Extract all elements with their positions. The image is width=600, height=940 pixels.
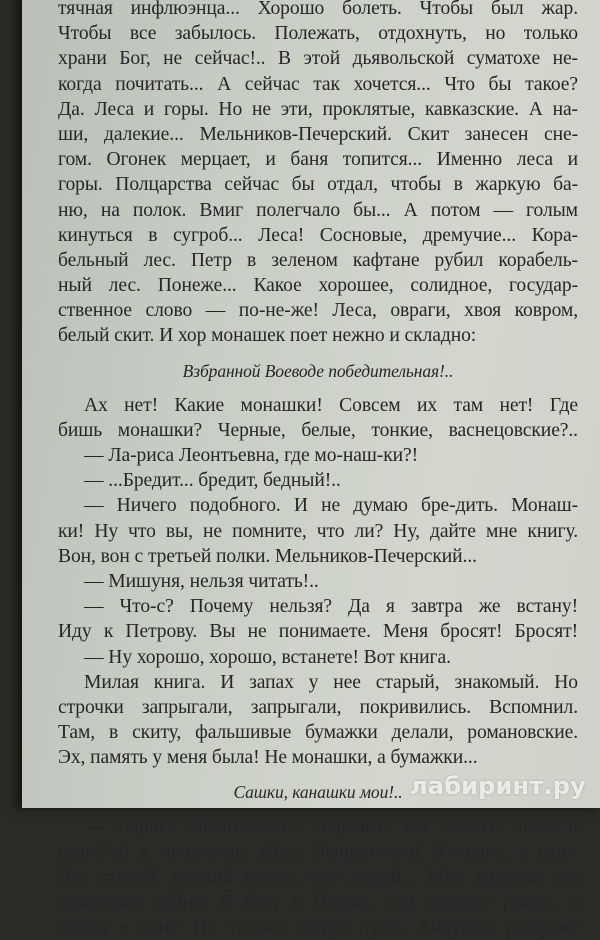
text-line: тячная инфлюэнца... Хорошо болеть. Чтобы был жар.	[58, 0, 578, 19]
poem-line-2: Сашки, канашки мои!..	[233, 782, 403, 803]
text-line: — Что-с? Почему нельзя? Да я завтра же встану!	[84, 596, 578, 618]
text-line: Эх, память у меня была! Не монашки, а бумажки...	[58, 747, 478, 769]
book-page	[22, 0, 600, 939]
text-line: бишь монашки? Черные, белые, тонкие, васнецовские?..	[58, 419, 578, 441]
text-line: ши, далекие... Мельников-Печерский. Скит занесен сне-	[58, 123, 578, 145]
text-line: — Лариса Леонтьевна... Ларочка! Вы любите леса и	[84, 816, 578, 838]
text-line: — Ла-риса Леонтьевна, где мо-наш-ки?!	[84, 445, 419, 466]
watermark-logo: лабиринт.ру	[410, 772, 586, 800]
text-line: строчки запрыгали, запрыгали, покривились. Вспомнил.	[58, 696, 578, 718]
text-line: потом в скит. Но только завтра пусть Аннушка разбудит	[58, 917, 578, 939]
paragraph-block-2	[58, 393, 578, 771]
text-line: горы? Я в монастырь уйду. Непременно! В глушь, в скит.	[58, 841, 578, 863]
text-line: Лес стеной, птичий гомон, нет людей... Мне надоела эта	[58, 866, 578, 888]
text-line: белый скит. И хор монашек поет нежно и складно:	[58, 325, 477, 347]
text-line: Иду к Петрову. Вы не понимаете. Меня бросят! Бросят!	[58, 621, 578, 643]
text-line: — Ну хорошо, хорошо, встанете! Вот книга.	[84, 646, 451, 668]
text-line: когда почитать... А сейчас так хочется... Что бы такое?	[58, 73, 578, 95]
text-line: Милая книга. И запах у нее старый, знакомый. Но	[84, 671, 578, 693]
text-line: — ...Бредит... бредит, бедный!..	[84, 470, 341, 492]
text-line: кинуться в сугроб... Леса! Сосновые, дремучие... Кора-	[58, 224, 578, 246]
text-line: ню, на полок. Вмиг полегчало бы... А потом — голым	[58, 199, 578, 221]
poem-line-1: Взбранной Воеводе победительная!..	[182, 360, 454, 381]
text-line: ки! Ну что вы, не помните, что ли? Ну, дайте мне книгу.	[58, 520, 578, 542]
text-line: Вон, вон с третьей полки. Мельников-Печерский...	[58, 545, 477, 567]
text-line: — Ничего подобного. И не думаю бре-дить. Монаш-	[84, 495, 578, 517]
text-line: гом. Огонек мерцает, и баня топится... Именно леса и	[58, 149, 578, 171]
text-line: горы. Полцарства сейчас бы отдал, чтобы в жаркую ба-	[58, 174, 578, 196]
paragraph-block-1	[58, 0, 578, 349]
text-line: Ах нет! Какие монашки! Совсем их там нет! Где	[84, 394, 578, 416]
paragraph-block-3	[58, 814, 578, 940]
text-line: Там, в скиту, фальшивые бумажки делали, романовские.	[58, 722, 578, 744]
text-line: храни Бог, не сейчас!.. В этой дьявольской суматохе не-	[58, 48, 578, 70]
text-line: бельный лес. Петр в зеленом кафтане рубил корабель-	[58, 249, 578, 271]
text-line: ственное слово — по-не-же! Леса, овраги, хвоя ковром,	[58, 300, 578, 322]
text-line: Чтобы все забылось. Полежать, отдохнуть, но только	[58, 23, 578, 45]
text-line: Да. Леса и горы. Но не эти, проклятые, кавказские. А на-	[58, 98, 578, 120]
text-line: — Мишуня, нельзя читать!..	[84, 570, 319, 592]
text-line: идиотская война! Я бегу в Париж, там напишу роман, а	[58, 892, 578, 913]
text-line: ный лес. Понеже... Какое хорошее, солидное, государ-	[58, 275, 578, 297]
